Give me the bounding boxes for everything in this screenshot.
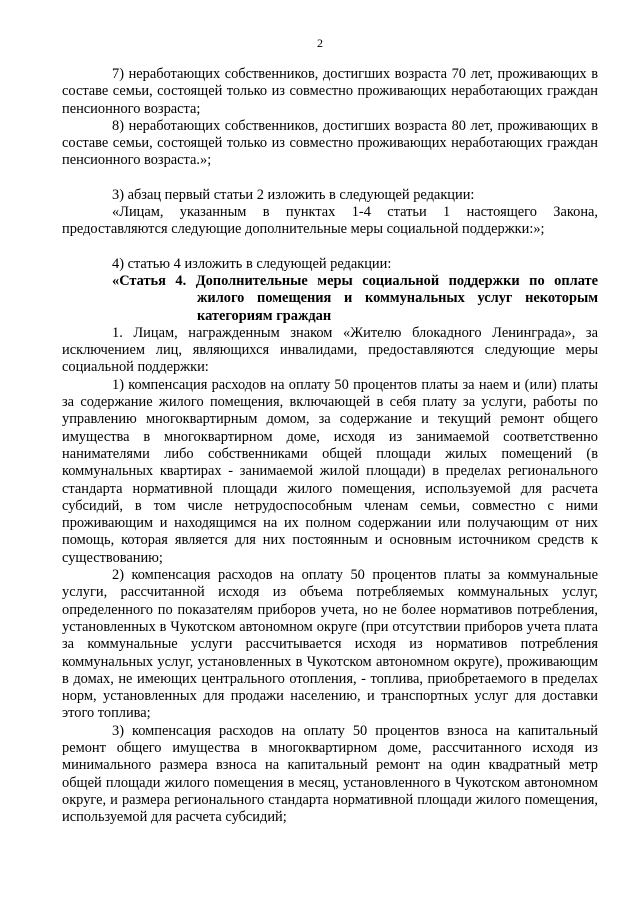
- article-heading: «Статья 4. Дополнительные меры социальной поддержки по оплате жилого помещения и коммунальных услуг некоторым категориям граждан: [112, 272, 598, 324]
- paragraph-subclause-1: 1) компенсация расходов на оплату 50 процентов платы за наем и (или) платы за содержание жилого помещения, включающей в себя плату за услуги, работы по управлению многоквартирным домом, за содержание и текущий ремонт общего имущества в многоквартирном доме, исходя из занимаемой соответственно нанимателями либо собственниками общей площади жилых помещений (в коммунальных квартирах - занимаемой жилой площади) в пределах регионального стандарта нормативной площади жилого помещения, используемой для расчета субсидий, в том числе нетрудоспособным членам семьи, совместно с ними проживающим и находящимся на их полном содержании или получающим от них помощь, которая является для них постоянным и основным источником средств к существованию;: [62, 376, 598, 566]
- paragraph-item-7: 7) неработающих собственников, достигших возраста 70 лет, проживающих в составе семьи, состоящей только из совместно проживающих неработающих граждан пенсионного возраста;: [62, 66, 598, 117]
- spacer: [62, 170, 598, 187]
- spacer: [62, 239, 598, 256]
- paragraph-clause-1: 1. Лицам, награжденным знаком «Жителю блокадного Ленинграда», за исключением лиц, являющихся инвалидами, предоставляются следующие меры социальной поддержки:: [62, 324, 598, 376]
- paragraph-subclause-2: 2) компенсация расходов на оплату 50 процентов платы за коммунальные услуги, рассчитанной исходя из объема потребляемых коммунальных услуг, определенного по показателям приборов учета, но не более нормативов потребления, установленных в Чукотском автономном округе (при отсутствии приборов учета плата за коммунальные услуги рассчитывается исходя из нормативов потребления коммунальных услуг, установленных в Чукотском автономном округе), проживающим в домах, не имеющих центрального отопления, - топлива, приобретаемого в пределах норм, установленных для продажи населению, и транспортных услуг для доставки этого топлива;: [62, 567, 598, 722]
- paragraph-amendment-4: 4) статью 4 изложить в следующей редакции:: [112, 255, 392, 272]
- page-number: 2: [317, 36, 323, 50]
- paragraph-quote-article-2: «Лицам, указанным в пунктах 1-4 статьи 1 настоящего Закона, предоставляются следующие дополнительные меры социальной поддержки:»;: [62, 204, 598, 238]
- document-body: [62, 66, 598, 826]
- paragraph-item-8: 8) неработающих собственников, достигших возраста 80 лет, проживающих в составе семьи, состоящей только из совместно проживающих неработающих граждан пенсионного возраста.»;: [62, 117, 598, 169]
- paragraph-amendment-3: 3) абзац первый статьи 2 изложить в следующей редакции:: [112, 186, 475, 203]
- paragraph-subclause-3: 3) компенсация расходов на оплату 50 процентов взноса на капитальный ремонт общего имущества в многоквартирном доме, рассчитанного исходя из минимального размера взноса на капитальный ремонт на один квадратный метр общей площади жилого помещения в месяц, установленного в Чукотском автономном округе, и размера регионального стандарта нормативной площади жилого помещения, используемой для расчета субсидий;: [62, 722, 598, 826]
